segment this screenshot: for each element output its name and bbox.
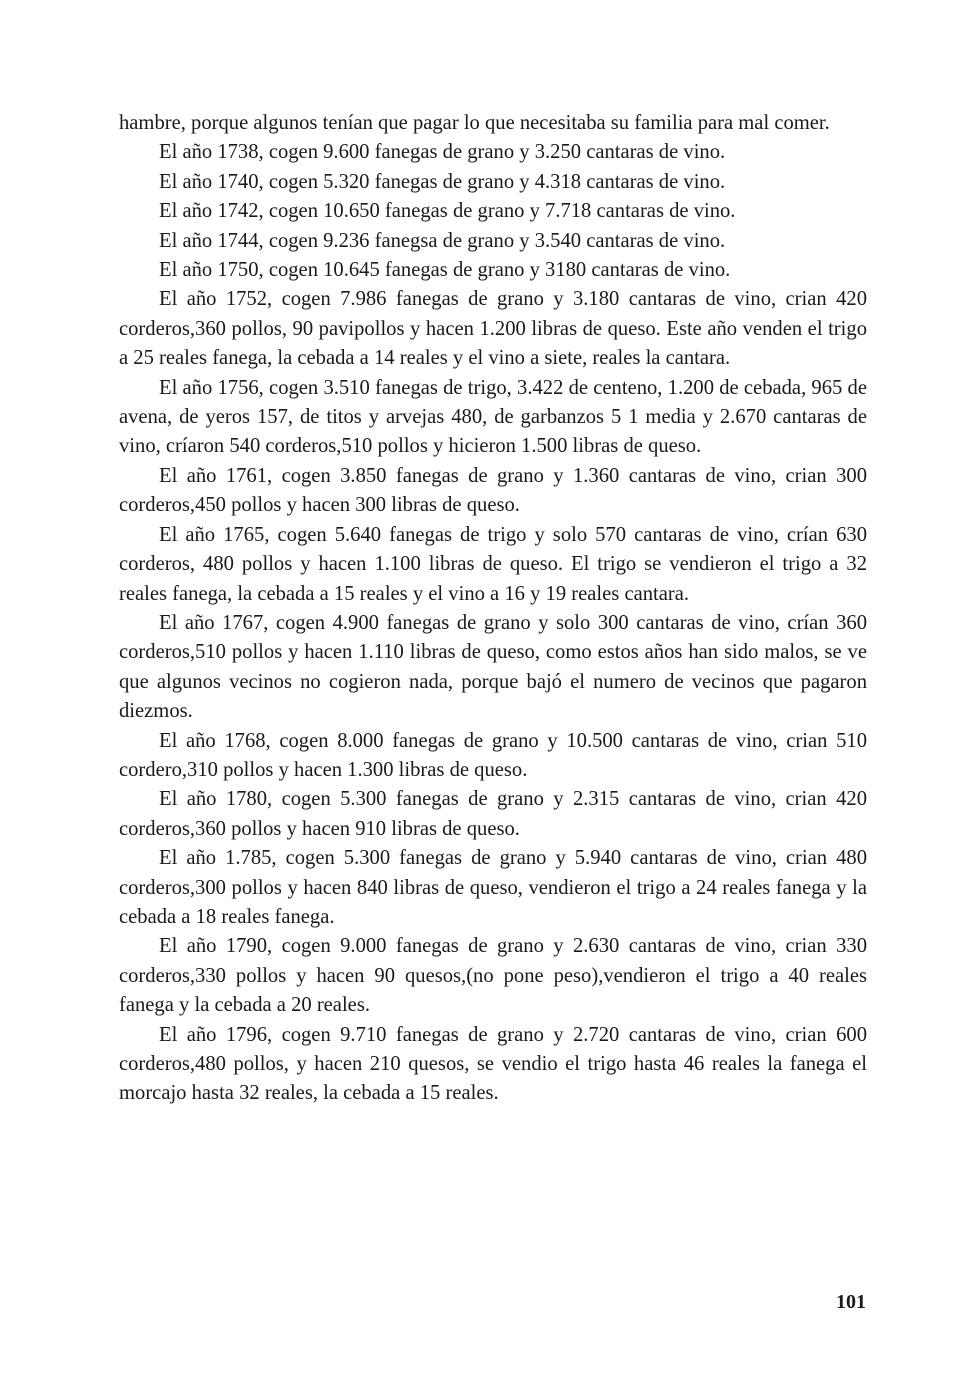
paragraph-continuation: hambre, porque algunos tenían que pagar lo que necesitaba su familia para mal comer. — [119, 112, 830, 134]
page-body-text — [119, 109, 867, 1109]
paragraph-1780: El año 1780, cogen 5.300 fanegas de grano y 2.315 cantaras de vino, crian 420 corderos,360 pollos y hacen 910 libras de queso. — [119, 788, 867, 840]
page-number: 101 — [836, 1291, 866, 1313]
paragraph-1768: El año 1768, cogen 8.000 fanegas de grano y 10.500 cantaras de vino, crian 510 cordero,310 pollos y hacen 1.300 libras de queso. — [119, 729, 867, 781]
paragraph-1756: El año 1756, cogen 3.510 fanegas de trigo, 3.422 de centeno, 1.200 de cebada, 965 de avena, de yeros 157, de titos y arvejas 480, de garbanzos 5 1 media y 2.670 cantaras de vino, críaron 540 corderos,510 pollos y hicieron 1.500 libras de queso. — [119, 376, 867, 458]
paragraph-1752: El año 1752, cogen 7.986 fanegas de grano y 3.180 cantaras de vino, crian 420 corderos,360 pollos, 90 pavipollos y hacen 1.200 libras de queso. Este año venden el trigo a 25 reales fanega, la cebada a 14 reales y el vino a siete, reales la cantara. — [119, 288, 867, 370]
paragraph-1744: El año 1744, cogen 9.236 fanegsa de grano y 3.540 cantaras de vino. — [159, 229, 726, 252]
paragraph-1767: El año 1767, cogen 4.900 fanegas de grano y solo 300 cantaras de vino, crían 360 corderos,510 pollos y hacen 1.110 libras de queso, como estos años han sido malos, se ve que algunos vecinos no cogieron nada, porque bajó el numero de vecinos que pagaron diezmos. — [119, 611, 867, 723]
paragraph-1765: El año 1765, cogen 5.640 fanegas de trigo y solo 570 cantaras de vino, crían 630 corderos, 480 pollos y hacen 1.100 libras de queso. El trigo se vendieron el trigo a 32 reales fanega, la cebada a 15 reales y el vino a 16 y 19 reales cantara. — [119, 523, 867, 605]
paragraph-1740: El año 1740, cogen 5.320 fanegas de grano y 4.318 cantaras de vino. — [159, 170, 726, 193]
paragraph-1742: El año 1742, cogen 10.650 fanegas de grano y 7.718 cantaras de vino. — [159, 200, 736, 223]
paragraph-1790: El año 1790, cogen 9.000 fanegas de grano y 2.630 cantaras de vino, crian 330 corderos,330 pollos y hacen 90 quesos,(no pone peso),vendieron el trigo a 40 reales fanega y la cebada a 20 reales. — [119, 935, 867, 1017]
paragraph-1785: El año 1.785, cogen 5.300 fanegas de grano y 5.940 cantaras de vino, crian 480 corderos,300 pollos y hacen 840 libras de queso, vendieron el trigo a 24 reales fanega y la cebada a 18 reales fanega. — [119, 847, 867, 928]
paragraph-1761: El año 1761, cogen 3.850 fanegas de grano y 1.360 cantaras de vino, crian 300 corderos,450 pollos y hacen 300 libras de queso. — [119, 464, 867, 517]
paragraph-1738: El año 1738, cogen 9.600 fanegas de grano y 3.250 cantaras de vino. — [159, 141, 726, 164]
paragraph-1796: El año 1796, cogen 9.710 fanegas de grano y 2.720 cantaras de vino, crian 600 corderos,480 pollos, y hacen 210 quesos, se vendio el trigo hasta 46 reales la fanega el morcajo hasta 32 reales, la cebada a 15 reales. — [119, 1023, 867, 1105]
paragraph-1750: El año 1750, cogen 10.645 fanegas de grano y 3180 cantaras de vino. — [159, 259, 731, 282]
